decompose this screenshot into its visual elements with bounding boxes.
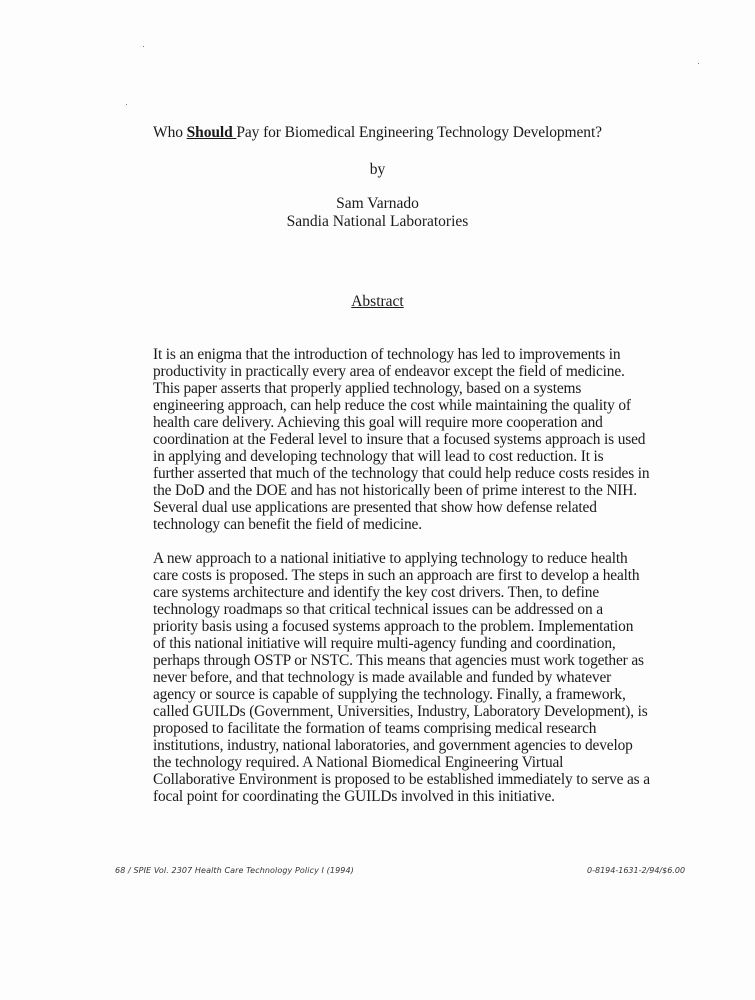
text-line: perhaps through OSTP or NSTC. This means that agencies must work together as xyxy=(153,652,644,669)
text-line: A new approach to a national initiative to applying technology to reduce health xyxy=(153,550,628,567)
text-line: Several dual use applications are presented that show how defense related xyxy=(153,499,597,516)
text-line: called GUILDs (Government, Universities, Industry, Laboratory Development), is xyxy=(153,703,648,720)
text-line: the technology required. A National Biomedical Engineering Virtual xyxy=(153,754,564,771)
paper-title xyxy=(0,124,755,142)
text-line: coordination at the Federal level to insure that a focused systems approach is used xyxy=(153,431,646,448)
author-block xyxy=(0,195,755,231)
text-line: It is an enigma that the introduction of technology has led to improvements in xyxy=(153,346,621,363)
abstract-heading: Abstract xyxy=(351,293,404,310)
text-line: institutions, industry, national laboratories, and government agencies to develop xyxy=(153,737,633,754)
text-line: technology can benefit the field of medicine. xyxy=(153,516,422,533)
byline: by xyxy=(369,161,386,178)
text-line: the DoD and the DOE and has not historically been of prime interest to the NIH. xyxy=(153,482,637,499)
text-line: care costs is proposed. The steps in such an approach are first to develop a health xyxy=(153,567,640,584)
scan-speck xyxy=(143,46,144,47)
text-line: This paper asserts that properly applied technology, based on a systems xyxy=(153,380,582,397)
scan-speck xyxy=(698,63,699,64)
text-line: in applying and developing technology that will lead to cost reduction. It is xyxy=(153,448,604,465)
text-line: health care delivery. Achieving this goal will require more cooperation and xyxy=(153,414,603,431)
title-prefix: Who xyxy=(153,124,187,141)
footer-isbn-price: 0-8194-1631-2/94/$6.00 xyxy=(587,866,686,875)
title-suffix: Pay for Biomedical Engineering Technology Development? xyxy=(236,124,602,141)
scan-speck xyxy=(126,104,127,105)
abstract-paragraph-1 xyxy=(153,346,673,533)
text-line: never before, and that technology is made available and funded by whatever xyxy=(153,669,612,686)
text-line: agency or source is capable of supplying the technology. Finally, a framework, xyxy=(153,686,626,703)
text-line: of this national initiative will require multi-agency funding and coordination, xyxy=(153,635,616,652)
author-affiliation: Sandia National Laboratories xyxy=(286,213,469,230)
title-emphasis: Should xyxy=(186,124,237,141)
abstract-paragraph-2 xyxy=(153,550,673,805)
text-line: priority basis using a focused systems approach to the problem. Implementation xyxy=(153,618,634,635)
text-line: productivity in practically every area of endeavor except the field of medicine. xyxy=(153,363,625,380)
author-name: Sam Varnado xyxy=(336,195,419,212)
text-line: engineering approach, can help reduce the cost while maintaining the quality of xyxy=(153,397,631,414)
text-line: further asserted that much of the technology that could help reduce costs resides in xyxy=(153,465,650,482)
text-line: proposed to facilitate the formation of teams comprising medical research xyxy=(153,720,597,737)
text-line: care systems architecture and identify the key cost drivers. Then, to define xyxy=(153,584,600,601)
text-line: Collaborative Environment is proposed to be established immediately to serve as a xyxy=(153,771,650,788)
footer-citation: 68 / SPIE Vol. 2307 Health Care Technology Policy I (1994) xyxy=(115,866,354,875)
text-line: focal point for coordinating the GUILDs involved in this initiative. xyxy=(153,788,555,805)
text-line: technology roadmaps so that critical technical issues can be addressed on a xyxy=(153,601,603,618)
